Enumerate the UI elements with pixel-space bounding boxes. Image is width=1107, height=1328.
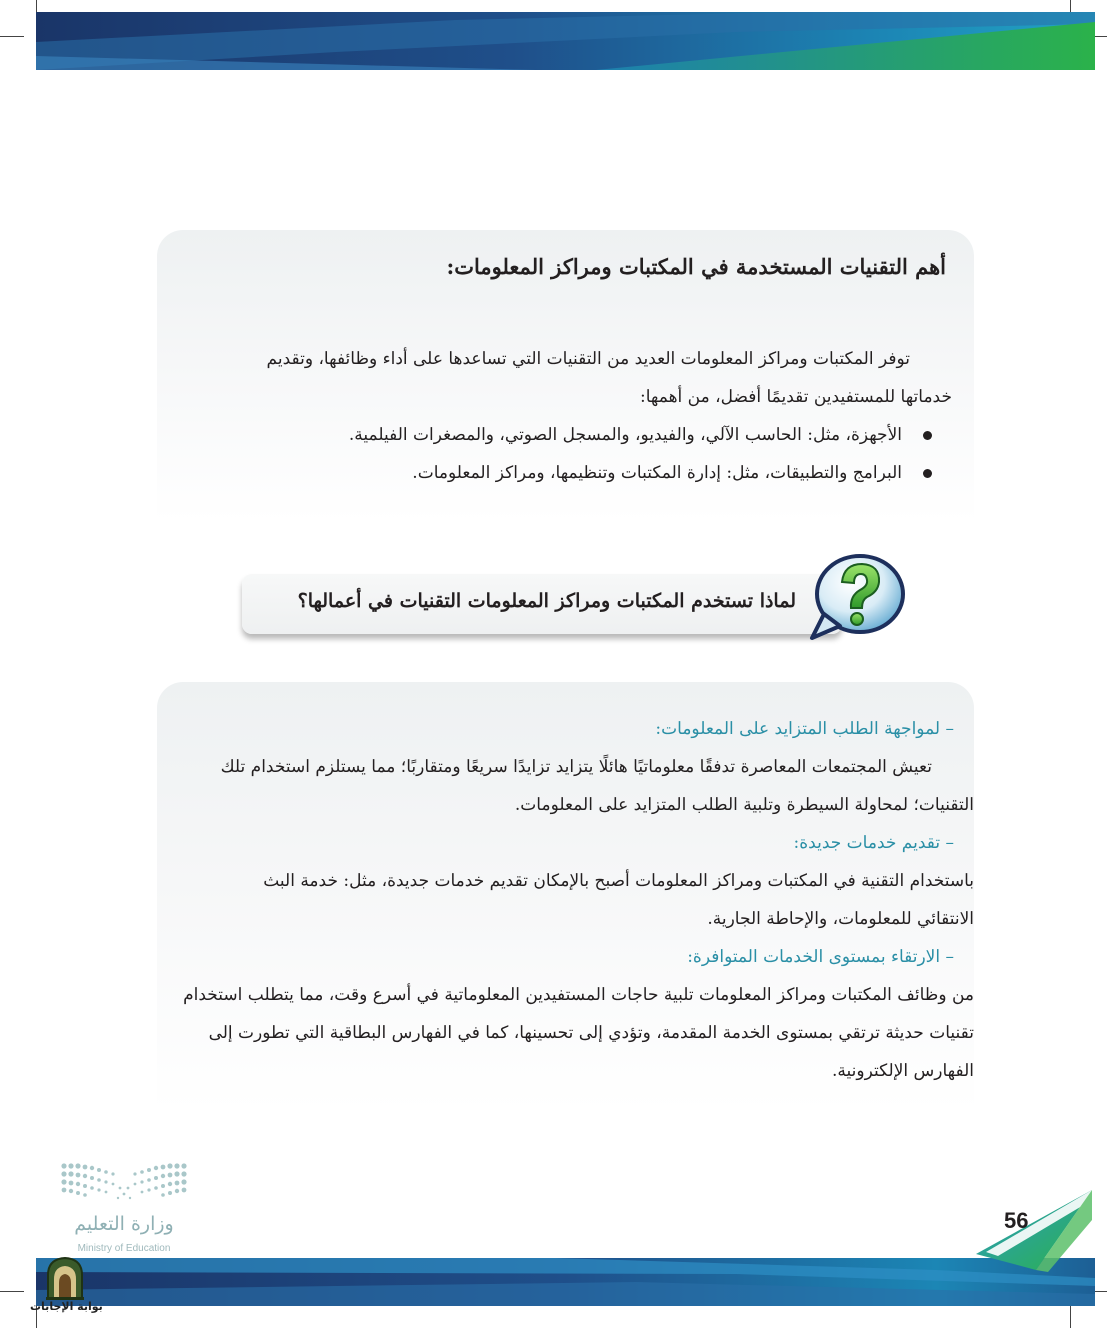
section-reasons [157,682,974,1112]
reason-subtitle: – الارتقاء بمستوى الخدمات المتوافرة: [687,947,954,967]
bullet-dot-icon [923,431,932,440]
bullet-list [192,416,952,492]
intro-line: خدماتها للمستفيدين تقديمًا أفضل، من أهمها: [640,387,952,407]
intro-line: توفر المكتبات ومراكز المعلومات العديد من التقنيات التي تساعدها على أداء وظائفها، وتقديم [266,349,910,369]
paragraph-line: من وظائف المكتبات ومراكز المعلومات تلبية حاجات المستفيدين المعلوماتية في أسرع وقت، مما يتطلب استخدام [183,985,974,1005]
portal-mosque-icon [42,1255,88,1301]
page-number: 56 [1004,1208,1029,1233]
list-item-text: الأجهزة، مثل: الحاسب الآلي، والفيديو، والمسجل الصوتي، والمصغرات الفيلمية. [348,425,902,445]
list-item [192,416,952,454]
reasons-body [159,710,974,1090]
paragraph-line: الفهارس الإلكترونية. [832,1061,974,1081]
list-item-text: البرامج والتطبيقات، مثل: إدارة المكتبات وتنظيمها، ومراكز المعلومات. [412,463,902,483]
crop-mark [0,1291,24,1292]
section-main-technologies [157,230,974,522]
watermark-text: بوابة الإجابات [30,1300,103,1313]
paragraph-line: الانتقائي للمعلومات، والإحاطة الجارية. [707,909,974,929]
paragraph-line: تعيش المجتمعات المعاصرة تدفقًا معلوماتيًا هائلًا يتزايد تزايدًا سريعًا ومتقاربًا؛ مما يستلزم استخدام تلك [220,757,932,777]
paragraph-line: تقنيات حديثة ترتقي بمستوى الخدمة المقدمة، وتؤدي إلى تحسينها، كما في الفهارس البطاقية التي تطورت إلى [208,1023,974,1043]
question-banner [242,574,842,634]
paragraph-line: باستخدام التقنية في المكتبات ومراكز المعلومات أصبح بالإمكان تقديم خدمات جديدة، مثل: خدمة البث [263,871,974,891]
reason-paragraph [159,862,974,938]
footer-band [36,1190,1095,1306]
list-item [192,454,952,492]
header-band [36,12,1095,70]
crop-mark [1070,1306,1071,1328]
section-body [192,340,952,492]
bullet-dot-icon [923,469,932,478]
question-text: لماذا تستخدم المكتبات ومراكز المعلومات التقنيات في أعمالها؟ [297,590,796,612]
reason-subtitle: – لمواجهة الطلب المتزايد على المعلومات: [655,719,954,739]
reason-subtitle: – تقديم خدمات جديدة: [793,833,954,853]
paragraph-line: التقنيات؛ لمحاولة السيطرة وتلبية الطلب المتزايد على المعلومات. [514,795,974,815]
question-bubble-icon [806,552,906,642]
section-title: أهم التقنيات المستخدمة في المكتبات ومراكز المعلومات: [446,254,946,279]
reason-paragraph [159,976,974,1090]
crop-mark [0,36,24,37]
ministry-name-en: Ministry of Education [77,1243,171,1254]
ministry-name-ar: وزارة التعليم [74,1213,174,1235]
reason-paragraph [159,748,974,824]
